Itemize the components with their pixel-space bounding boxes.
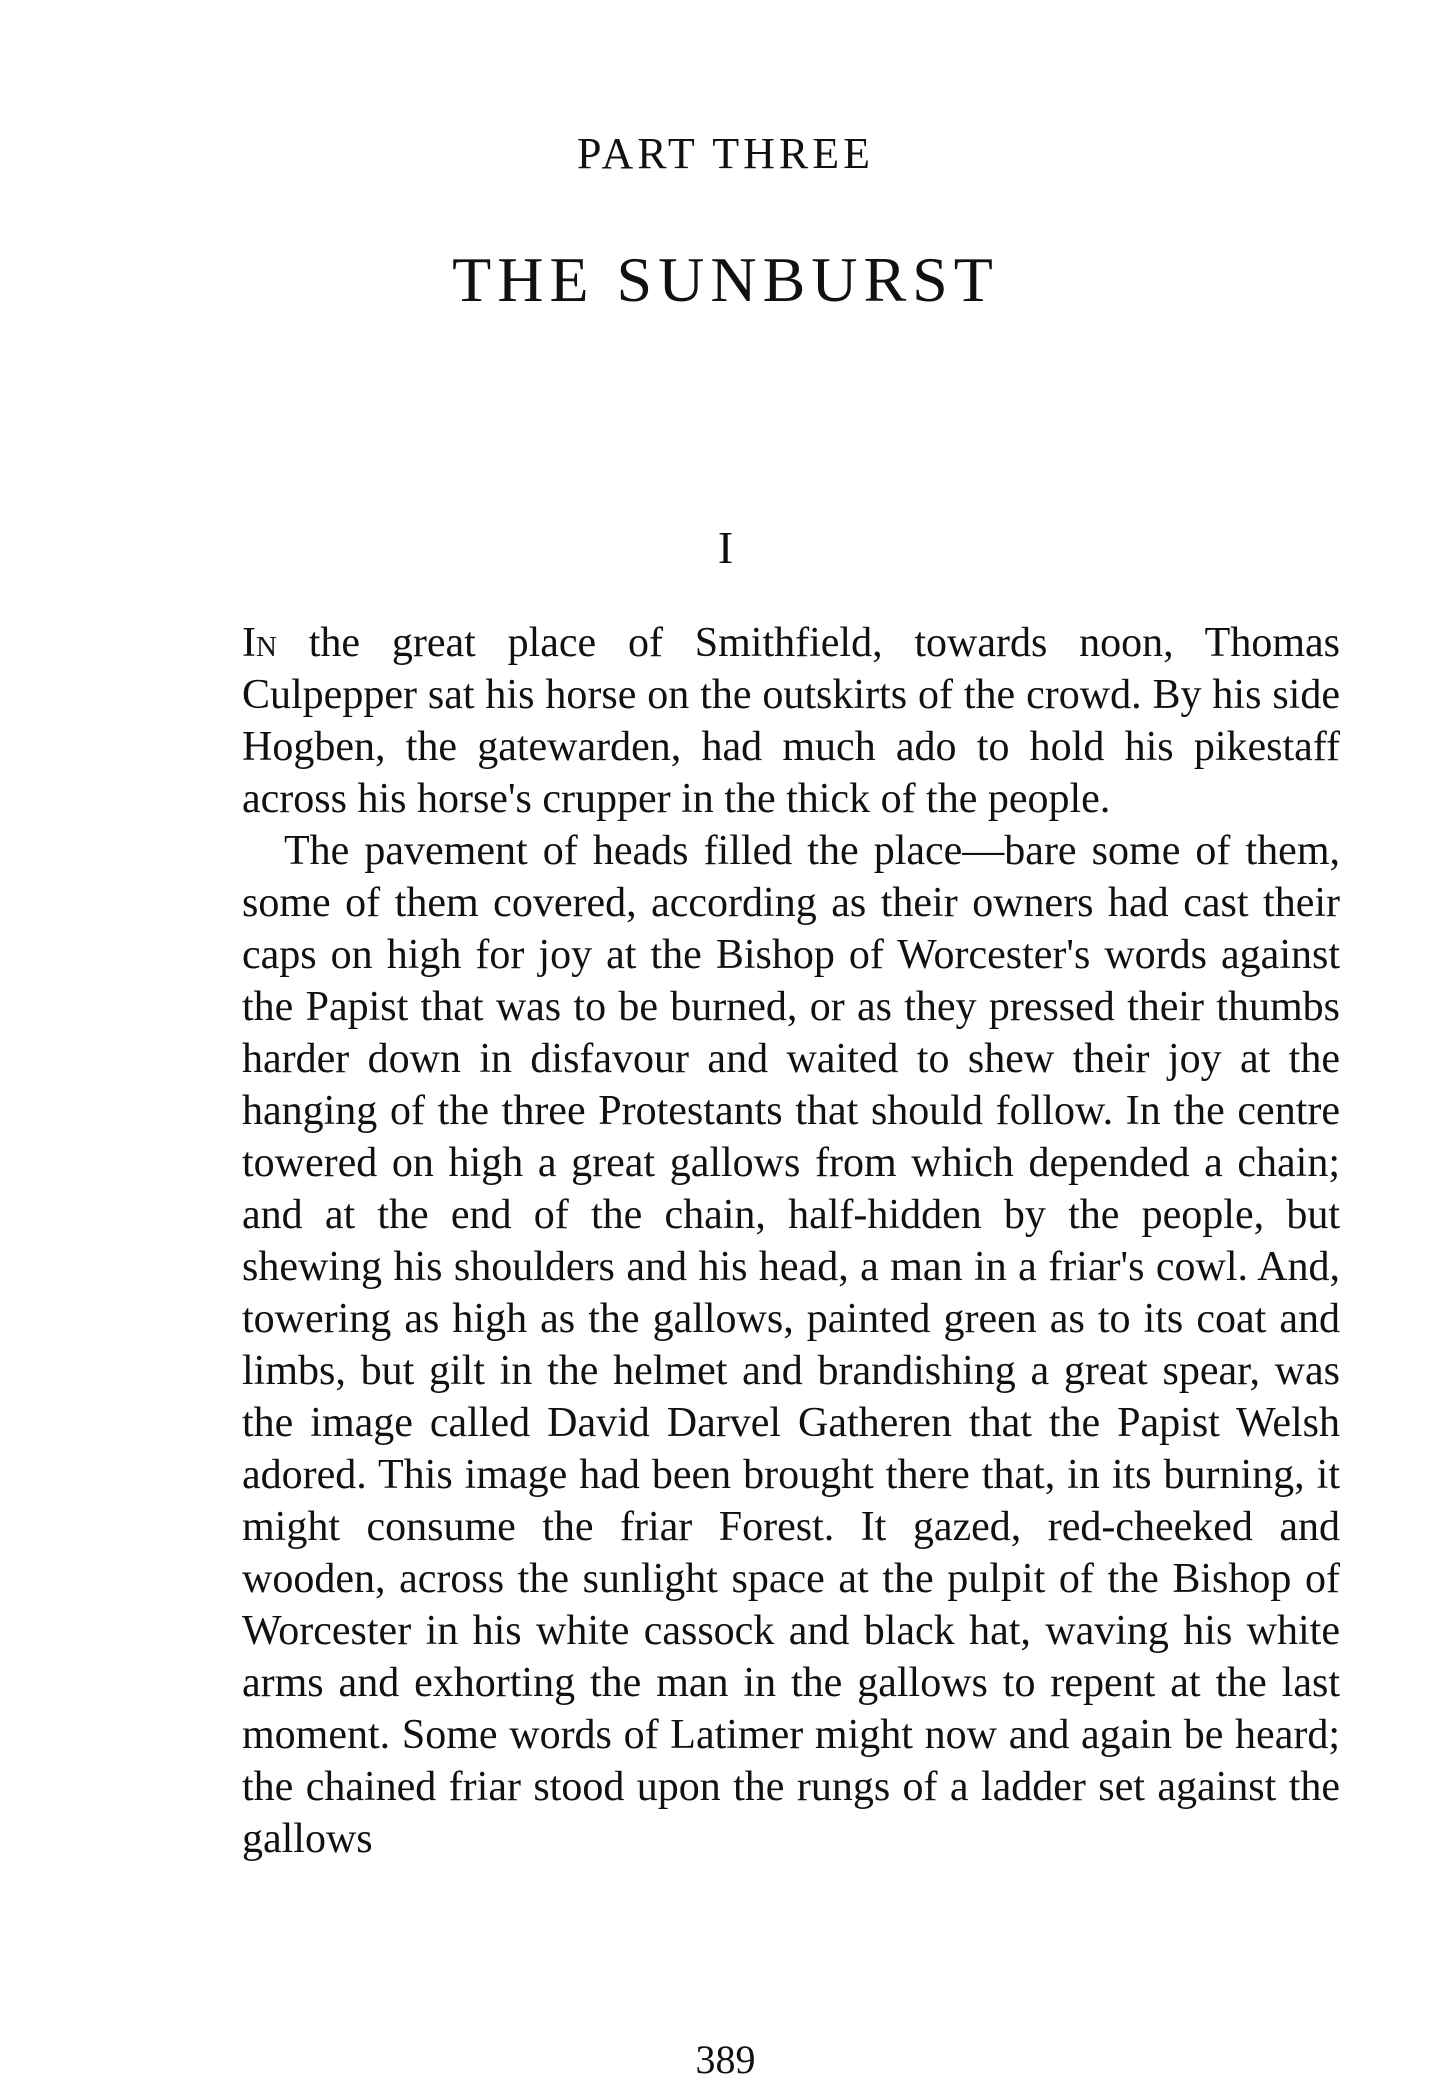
paragraph-first-text: the great place of Smithfield, towards noon, Thomas Culpepper sat his horse on the outskirts of the crowd. By his side Hogben, the gatewarden, had much ado to hold his pikestaff across his horse's crupper in the thick of the people. (242, 620, 1340, 822)
paragraph-second: The pavement of heads filled the place—bare some of them, some of them covered, according as their owners had cast their caps on high for joy at the Bishop of Worcester's words against the Papist that was to be burned, or as they pressed their thumbs harder down in disfavour and waited to shew their joy at the hanging of the three Protestants that should follow. In the centre towered on high a great gallows from which depended a chain; and at the end of the chain, half-hidden by the people, but shewing his shoulders and his head, a man in a friar's cowl. And, towering as high as the gallows, painted green as to its coat and limbs, but gilt in the helmet and brandishing a great spear, was the image called David Darvel Gatheren that the Papist Welsh adored. This image had been brought there that, in its burning, it might consume the friar Forest. It gazed, red-cheeked and wooden, across the sunlight space at the pulpit of the Bishop of Worcester in his white cassock and black hat, waving his white arms and exhorting the man in the gallows to repent at the last moment. Some words of Latimer might now and again be heard; the chained friar stood upon the rungs of a ladder set against the gallows (242, 828, 1340, 1862)
page-number: 389 (695, 2037, 756, 2082)
body-text (242, 617, 1340, 1865)
paragraph-opening-word: In (242, 620, 277, 666)
chapter-number: I (717, 522, 734, 573)
part-title: THE SUNBURST (452, 244, 999, 315)
paragraph-first (242, 617, 1340, 825)
part-label: PART THREE (577, 129, 874, 178)
